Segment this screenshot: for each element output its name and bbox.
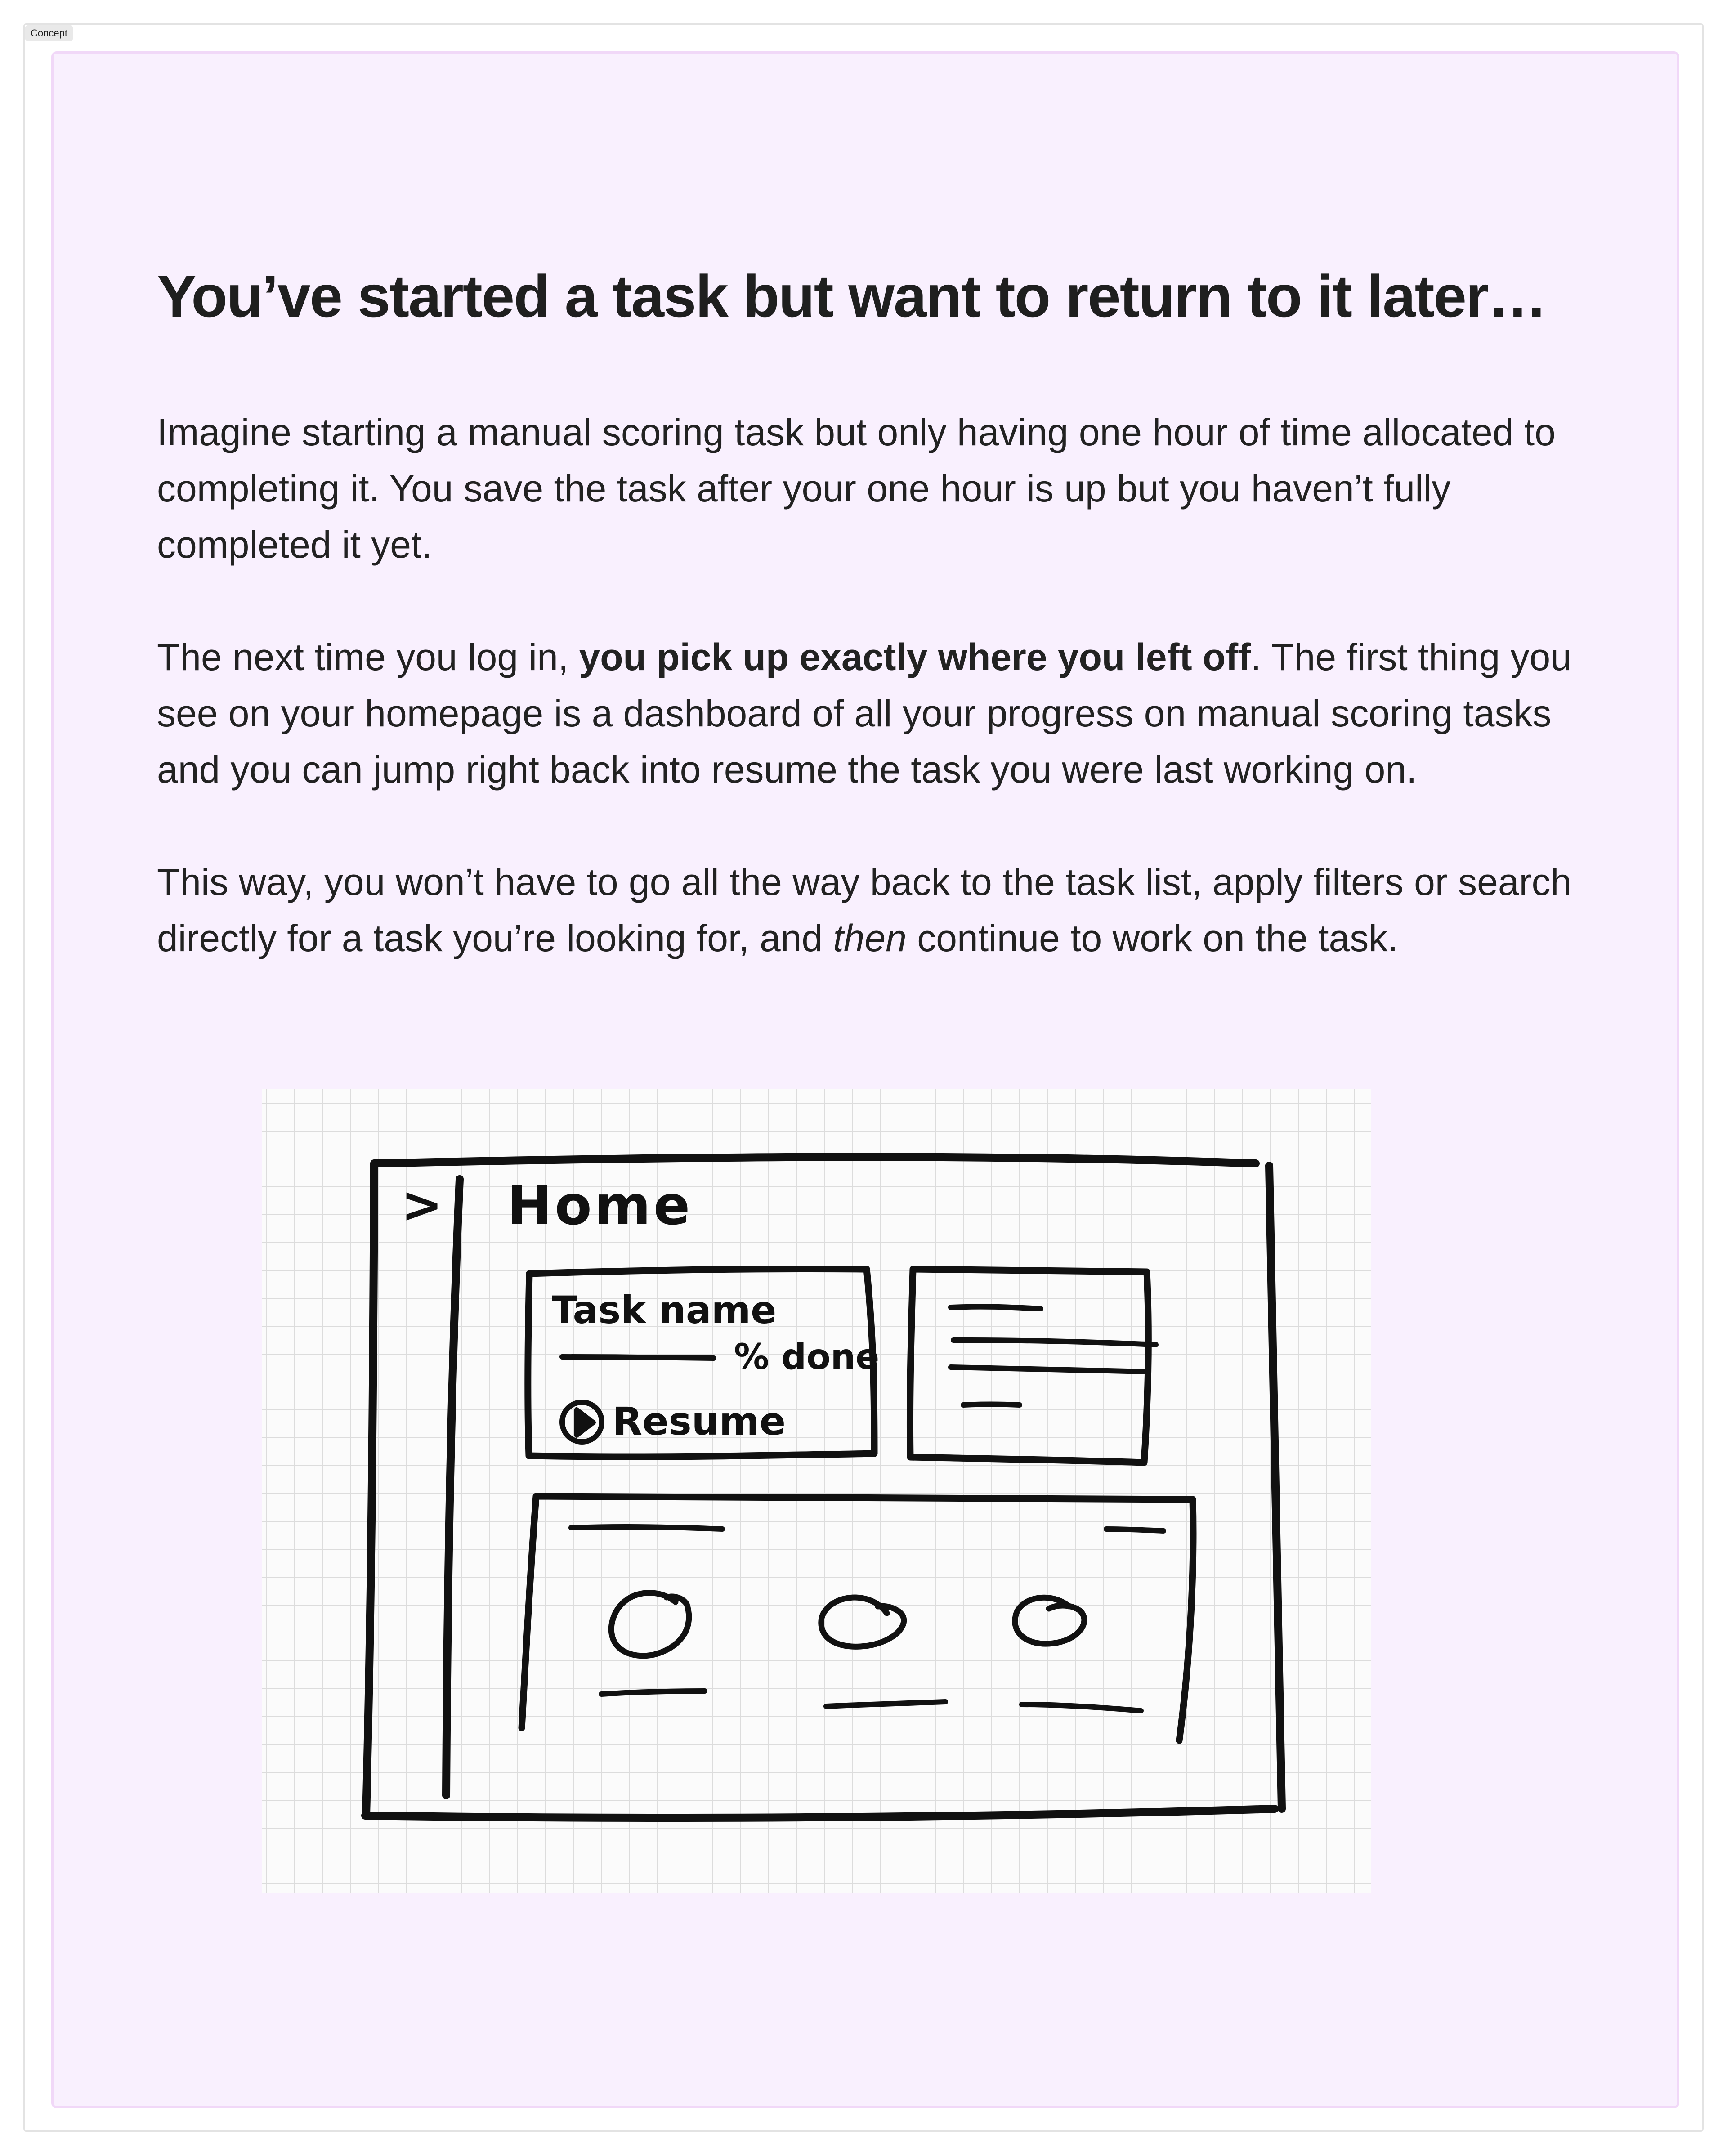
avatar-circle-icon: [611, 1593, 689, 1656]
sketch-task-name: Task name: [552, 1288, 777, 1332]
avatar-circle-icon: [821, 1597, 904, 1646]
sketch-page-title: Home: [507, 1175, 693, 1237]
resume-paragraph-emphasis: you pick up exactly where you left off: [579, 636, 1251, 678]
homepage-sketch: [262, 1089, 1371, 1893]
sketch-avatar-label-line: [601, 1691, 705, 1694]
sketch-info-line-1: [951, 1307, 1041, 1309]
benefit-paragraph: [157, 854, 1596, 966]
sketch-info-line-2: [953, 1340, 1156, 1345]
sketch-sidebar-divider: [446, 1179, 460, 1795]
sketch-avatar-label-line: [1022, 1704, 1141, 1711]
benefit-paragraph-end: continue to work on the task.: [906, 917, 1398, 959]
intro-paragraph: Imagine starting a manual scoring task but only having one hour of time allocated to completing it. You save the task after your one hour is up but you haven’t fully completed it yet.: [157, 411, 1556, 566]
expand-chevron-icon[interactable]: >: [401, 1176, 443, 1234]
frame-tag[interactable]: Concept: [25, 25, 73, 41]
concept-card: [51, 51, 1679, 2108]
sketch-drawing: [262, 1089, 1371, 1893]
resume-paragraph-end: . The first thing you see on your homepage is a dashboard of all your progress on manual scoring tasks and you can jump right back into resume the task you were last working on.: [157, 636, 1571, 791]
concept-heading: You’ve started a task but want to return to it later…: [157, 263, 1547, 329]
sketch-info-card: [910, 1269, 1148, 1463]
sketch-panel-header-line: [571, 1527, 722, 1529]
sketch-progress-line: [562, 1357, 714, 1358]
sketch-progress-label: % done: [734, 1337, 880, 1378]
resume-paragraph: [157, 629, 1596, 798]
sketch-avatar-label-line: [826, 1702, 945, 1706]
resume-paragraph-start: The next time you log in,: [157, 636, 579, 678]
sketch-panel-action-line: [1106, 1529, 1163, 1531]
sketch-window-frame: [365, 1157, 1282, 1818]
benefit-paragraph-emphasis: then: [833, 917, 907, 959]
benefit-paragraph-start: This way, you won’t have to go all the way back to the task list, apply filters or search directly for a task you’re looking for, and: [157, 861, 1572, 959]
avatar-circle-icon: [1015, 1597, 1084, 1644]
sketch-resume-label[interactable]: Resume: [613, 1399, 786, 1444]
sketch-info-line-3: [951, 1367, 1148, 1372]
